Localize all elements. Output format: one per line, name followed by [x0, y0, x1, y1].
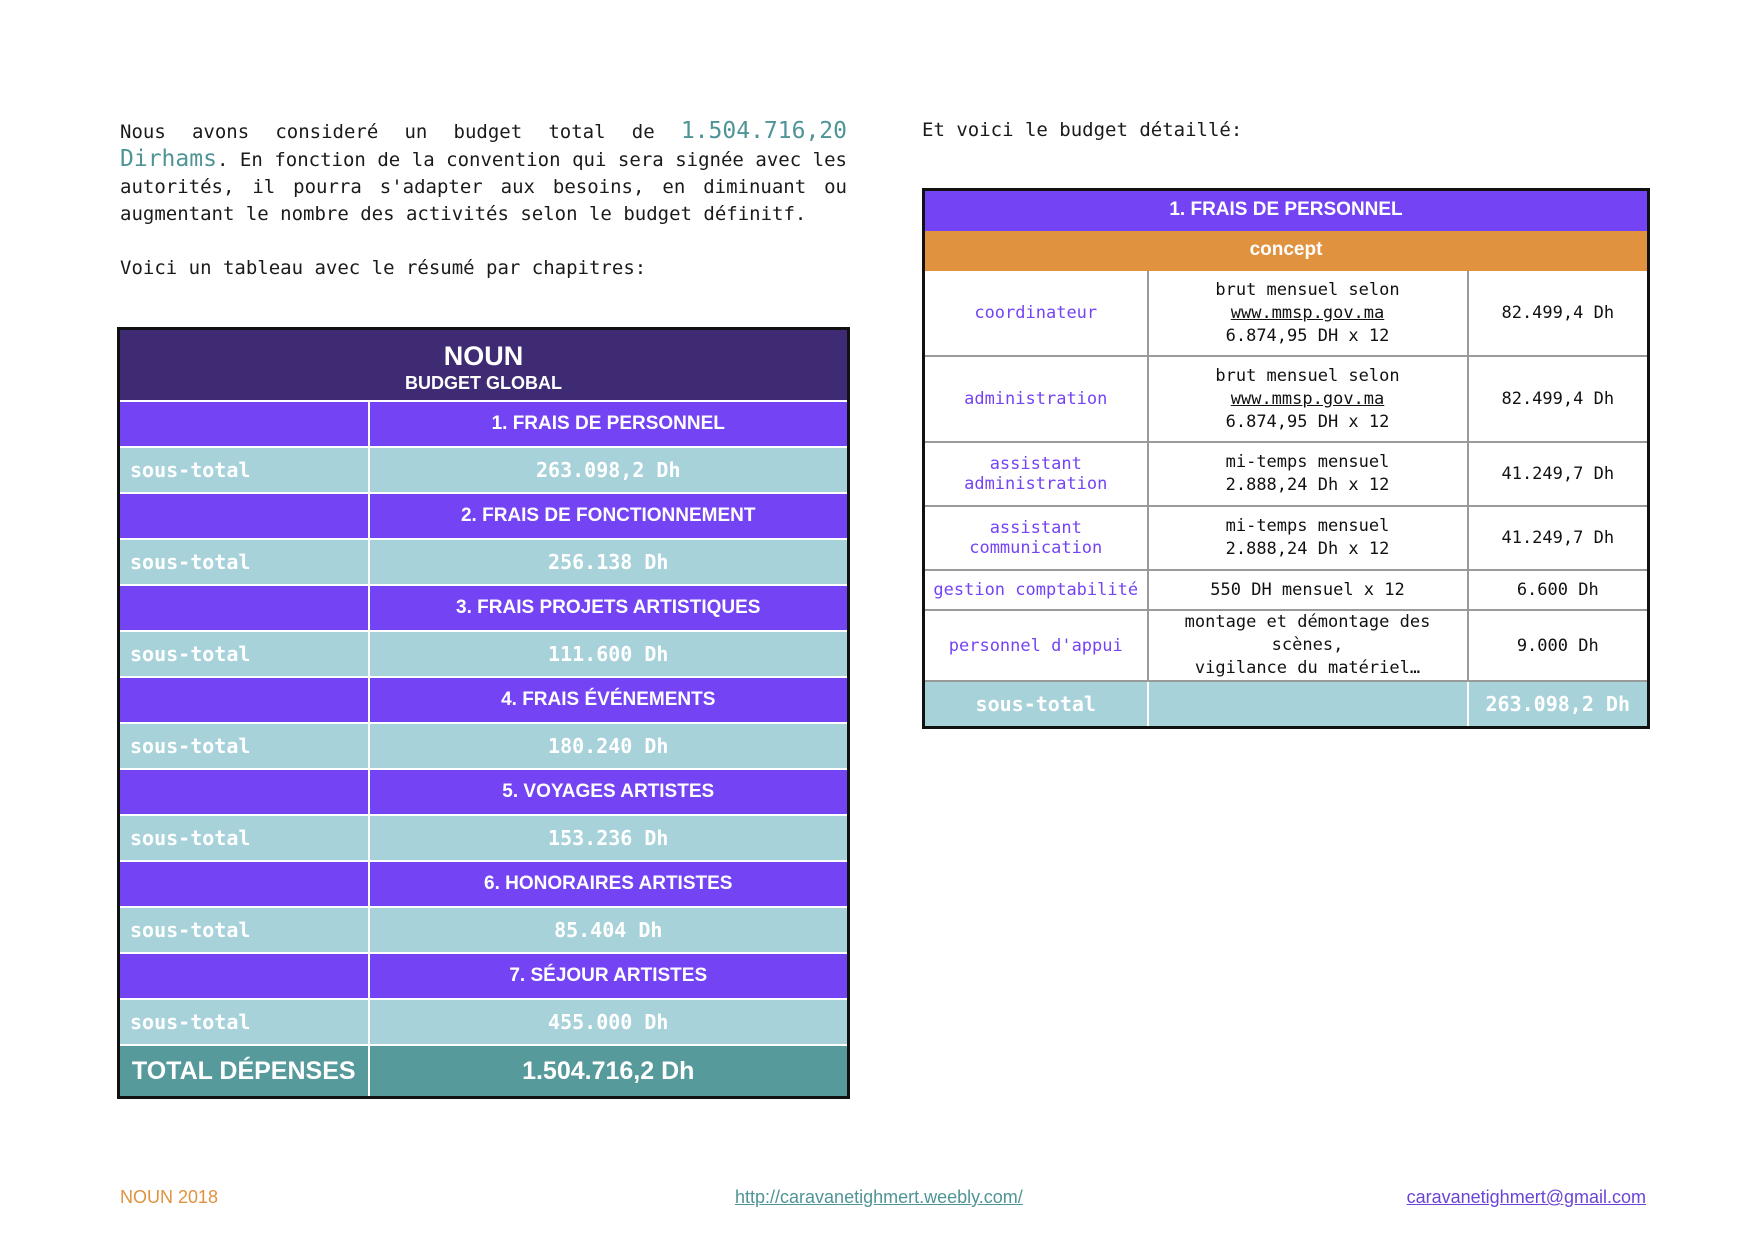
subtotal-value: 153.236 Dh — [369, 815, 849, 861]
subtotal-row — [119, 907, 849, 953]
chapter-label: 2. FRAIS DE FONCTIONNEMENT — [369, 493, 849, 539]
subtotal-value: 85.404 Dh — [369, 907, 849, 953]
detail-header — [924, 190, 1649, 231]
summary-subtitle: BUDGET GLOBAL — [405, 373, 562, 393]
chapter-spacer — [119, 401, 369, 447]
intro-text-end: . En fonction de la convention qui sera signée avec les autorités, il pourra s'adapter aux besoins, en diminuant ou augmentant le nombre des activités selon le budget définitf. — [120, 149, 847, 225]
detail-row — [924, 610, 1649, 681]
subtotal-label: sous-total — [119, 907, 369, 953]
detail-row — [924, 506, 1649, 570]
subtotal-row — [119, 815, 849, 861]
detail-description — [1148, 610, 1468, 681]
subtotal-label: sous-total — [119, 723, 369, 769]
chapter-spacer — [119, 861, 369, 907]
chapter-row — [119, 585, 849, 631]
summary-title: NOUN — [443, 341, 524, 371]
detail-amount: 82.499,4 Dh — [1468, 270, 1649, 356]
subtotal-value: 263.098,2 Dh — [369, 447, 849, 493]
chapter-row — [119, 677, 849, 723]
detail-row — [924, 270, 1649, 356]
detail-subtotal-value: 263.098,2 Dh — [1468, 681, 1649, 728]
chapter-label: 7. SÉJOUR ARTISTES — [369, 953, 849, 999]
detail-role — [924, 442, 1148, 506]
subtotal-label: sous-total — [119, 539, 369, 585]
detail-table — [922, 188, 1650, 729]
chapter-label: 5. VOYAGES ARTISTES — [369, 769, 849, 815]
detail-row — [924, 442, 1649, 506]
subtotal-row — [119, 723, 849, 769]
summary-table — [117, 327, 850, 1099]
description-line: 2.888,24 Dh x 12 — [1225, 539, 1390, 559]
total-row — [119, 1045, 849, 1098]
summary-intro: Voici un tableau avec le résumé par chapitres: — [120, 257, 647, 279]
total-value: 1.504.716,2 Dh — [369, 1045, 849, 1098]
chapter-spacer — [119, 677, 369, 723]
role-name-line2: communication — [969, 538, 1103, 558]
concept-row — [924, 230, 1649, 270]
intro-paragraph — [120, 118, 847, 228]
detail-description — [1148, 506, 1468, 570]
chapter-label: 1. FRAIS DE PERSONNEL — [369, 401, 849, 447]
subtotal-label: sous-total — [119, 447, 369, 493]
detail-description — [1148, 570, 1468, 610]
subtotal-row — [119, 447, 849, 493]
total-amount: 1.504.716,20 Dirhams — [120, 118, 847, 172]
detail-role — [924, 270, 1148, 356]
subtotal-row — [119, 539, 849, 585]
description-line: mi-temps mensuel — [1225, 452, 1390, 472]
detail-amount: 6.600 Dh — [1468, 570, 1649, 610]
detail-role — [924, 506, 1148, 570]
subtotal-label: sous-total — [119, 815, 369, 861]
detail-role — [924, 610, 1148, 681]
summary-header-cell — [119, 329, 849, 402]
detail-row — [924, 570, 1649, 610]
detail-subtotal-spacer — [1148, 681, 1468, 728]
chapter-label: 3. FRAIS PROJETS ARTISTIQUES — [369, 585, 849, 631]
subtotal-value: 455.000 Dh — [369, 999, 849, 1045]
description-line: brut mensuel selon — [1215, 279, 1400, 300]
subtotal-label: sous-total — [119, 999, 369, 1045]
description-line: vigilance du matériel… — [1194, 658, 1421, 678]
role-name-line2: administration — [964, 474, 1108, 494]
detail-amount: 82.499,4 Dh — [1468, 356, 1649, 442]
role-name: assistant — [989, 518, 1082, 538]
detail-amount: 41.249,7 Dh — [1468, 442, 1649, 506]
subtotal-row — [119, 999, 849, 1045]
description-line: mi-temps mensuel — [1225, 516, 1390, 536]
mmsp-link[interactable]: www.mmsp.gov.ma — [1230, 388, 1385, 409]
detail-amount: 9.000 Dh — [1468, 610, 1649, 681]
mmsp-link[interactable]: www.mmsp.gov.ma — [1230, 302, 1385, 323]
chapter-label: 6. HONORAIRES ARTISTES — [369, 861, 849, 907]
chapter-label: 4. FRAIS ÉVÉNEMENTS — [369, 677, 849, 723]
subtotal-value: 111.600 Dh — [369, 631, 849, 677]
description-line: 550 DH mensuel x 12 — [1210, 579, 1405, 600]
detail-description — [1148, 442, 1468, 506]
detail-row — [924, 356, 1649, 442]
detail-role — [924, 570, 1148, 610]
chapter-row — [119, 769, 849, 815]
subtotal-label: sous-total — [119, 631, 369, 677]
chapter-spacer — [119, 953, 369, 999]
role-name: gestion comptabilité — [933, 580, 1139, 600]
footer-copyright: NOUN 2018 — [120, 1187, 219, 1207]
chapter-row — [119, 401, 849, 447]
subtotal-value: 180.240 Dh — [369, 723, 849, 769]
website-link[interactable]: http://caravanetighmert.weebly.com/ — [735, 1187, 1023, 1207]
description-line: 6.874,95 DH x 12 — [1225, 325, 1390, 346]
detail-description — [1148, 356, 1468, 442]
role-name: assistant — [989, 454, 1082, 474]
role-name: administration — [964, 389, 1108, 409]
role-name: coordinateur — [974, 303, 1098, 323]
chapter-row — [119, 861, 849, 907]
chapter-spacer — [119, 769, 369, 815]
chapter-spacer — [119, 585, 369, 631]
detail-amount: 41.249,7 Dh — [1468, 506, 1649, 570]
detail-description — [1148, 270, 1468, 356]
detail-intro: Et voici le budget détaillé: — [922, 119, 1243, 141]
subtotal-value: 256.138 Dh — [369, 539, 849, 585]
description-line: montage et démontage des scènes, — [1184, 612, 1431, 655]
chapter-row — [119, 493, 849, 539]
detail-subtotal-row — [924, 681, 1649, 728]
subtotal-row — [119, 631, 849, 677]
chapter-row — [119, 953, 849, 999]
detail-role — [924, 356, 1148, 442]
description-line: 2.888,24 Dh x 12 — [1225, 475, 1390, 495]
email-link[interactable]: caravanetighmert@gmail.com — [1406, 1187, 1646, 1207]
total-label: TOTAL DÉPENSES — [119, 1045, 369, 1098]
intro-text-start: Nous avons consideré un budget total de — [120, 121, 681, 143]
chapter-spacer — [119, 493, 369, 539]
concept-label: concept — [924, 230, 1649, 270]
summary-header — [119, 329, 849, 402]
detail-subtotal-label: sous-total — [924, 681, 1148, 728]
role-name: personnel d'appui — [948, 635, 1123, 656]
description-line: brut mensuel selon — [1215, 365, 1400, 386]
description-line: 6.874,95 DH x 12 — [1225, 411, 1390, 432]
detail-title: 1. FRAIS DE PERSONNEL — [924, 190, 1649, 231]
